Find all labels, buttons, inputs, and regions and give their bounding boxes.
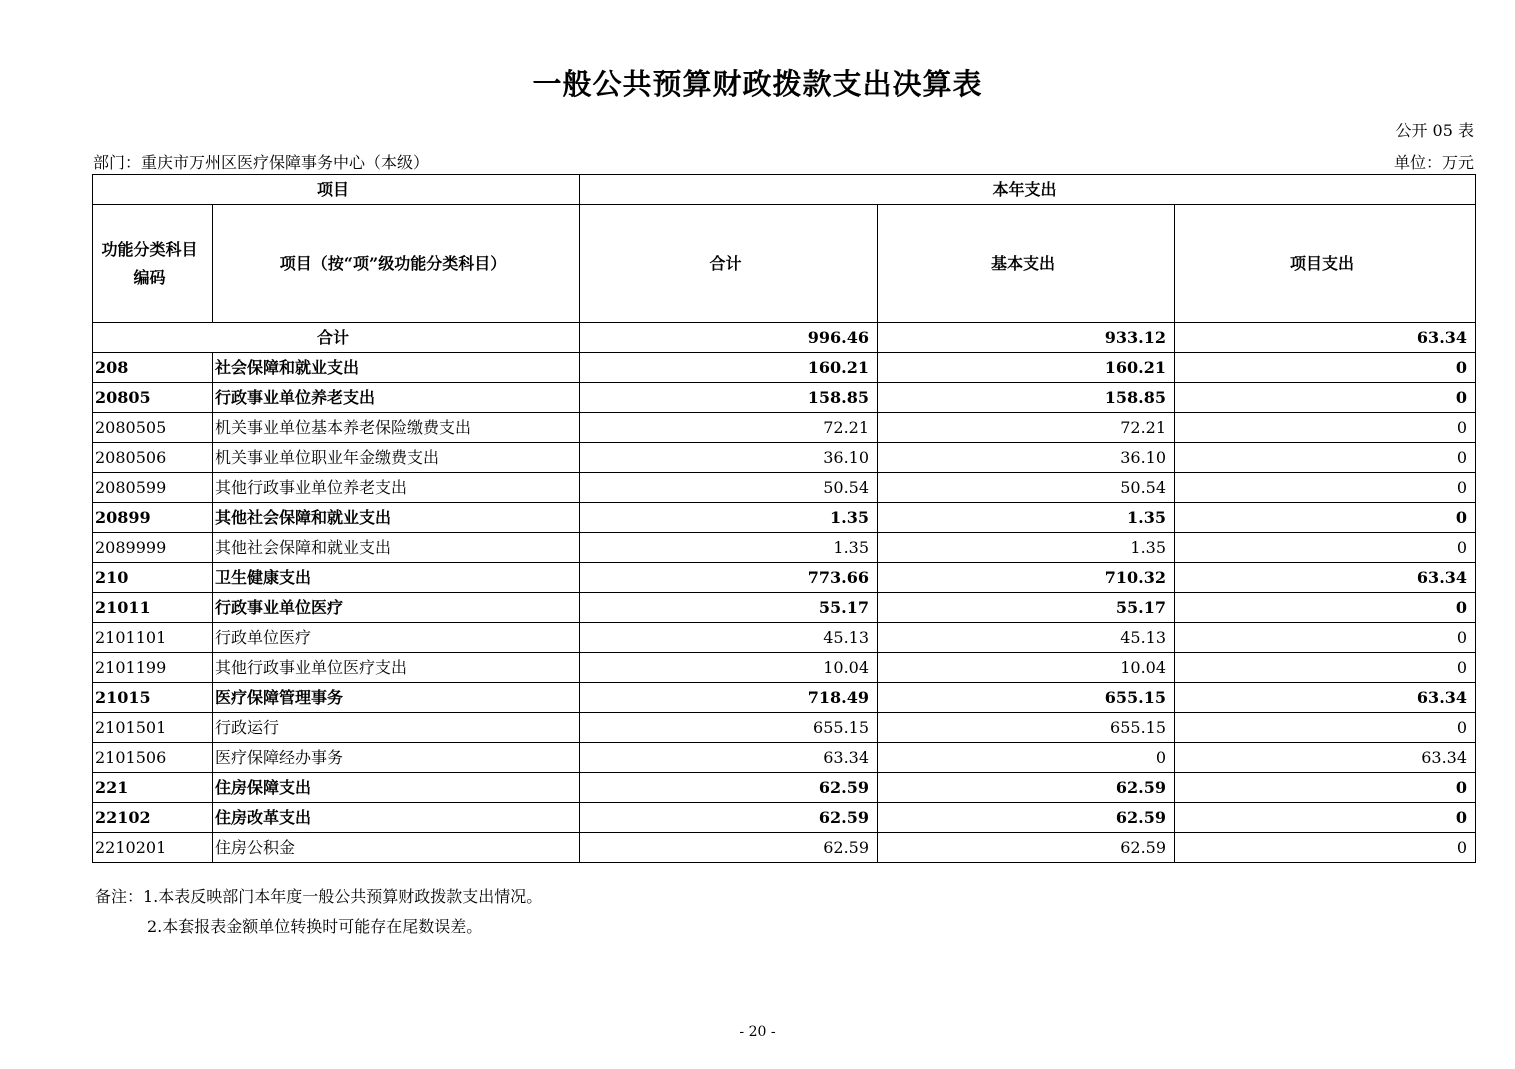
page-number: - 20 - <box>739 1024 776 1040</box>
row-code: 2080505 <box>93 413 213 443</box>
row-project: 0 <box>1175 713 1476 743</box>
row-name: 行政运行 <box>213 713 580 743</box>
table-row <box>93 623 1476 653</box>
row-project: 0 <box>1175 443 1476 473</box>
row-name: 社会保障和就业支出 <box>213 353 580 383</box>
row-basic: 710.32 <box>878 563 1175 593</box>
table-row <box>93 563 1476 593</box>
row-total: 773.66 <box>580 563 878 593</box>
header-item: 项目（按“项”级功能分类科目） <box>213 205 580 323</box>
row-total: 45.13 <box>580 623 878 653</box>
table-row <box>93 503 1476 533</box>
department-label: 部门：重庆市万州区医疗保障事务中心（本级） <box>93 153 430 172</box>
row-project: 0 <box>1175 653 1476 683</box>
table-row <box>93 353 1476 383</box>
row-basic: 0 <box>878 743 1175 773</box>
row-basic: 1.35 <box>878 533 1175 563</box>
row-project: 0 <box>1175 623 1476 653</box>
total-total: 996.46 <box>580 323 878 353</box>
row-code: 2101101 <box>93 623 213 653</box>
row-total: 1.35 <box>580 533 878 563</box>
row-total: 62.59 <box>580 773 878 803</box>
table-row <box>93 833 1476 863</box>
row-name: 行政事业单位养老支出 <box>213 383 580 413</box>
row-basic: 655.15 <box>878 713 1175 743</box>
header-current-year: 本年支出 <box>580 175 1476 205</box>
row-total: 655.15 <box>580 713 878 743</box>
row-total: 718.49 <box>580 683 878 713</box>
row-basic: 655.15 <box>878 683 1175 713</box>
row-name: 住房公积金 <box>213 833 580 863</box>
row-name: 机关事业单位基本养老保险缴费支出 <box>213 413 580 443</box>
table-row <box>93 773 1476 803</box>
row-code: 210 <box>93 563 213 593</box>
row-code: 2080599 <box>93 473 213 503</box>
row-code: 2210201 <box>93 833 213 863</box>
note-2: 2.本套报表金额单位转换时可能存在尾数误差。 <box>147 917 483 936</box>
row-code: 22102 <box>93 803 213 833</box>
total-project: 63.34 <box>1175 323 1476 353</box>
row-project: 0 <box>1175 503 1476 533</box>
row-project: 63.34 <box>1175 743 1476 773</box>
table-row <box>93 743 1476 773</box>
expenditure-table <box>92 174 1476 863</box>
page-title: 一般公共预算财政拨款支出决算表 <box>532 67 983 101</box>
table-row <box>93 533 1476 563</box>
row-name: 行政事业单位医疗 <box>213 593 580 623</box>
row-total: 36.10 <box>580 443 878 473</box>
row-project: 0 <box>1175 383 1476 413</box>
row-basic: 50.54 <box>878 473 1175 503</box>
row-code: 2101199 <box>93 653 213 683</box>
row-name: 其他社会保障和就业支出 <box>213 503 580 533</box>
row-code: 2101506 <box>93 743 213 773</box>
row-code: 20899 <box>93 503 213 533</box>
row-code: 21011 <box>93 593 213 623</box>
row-code: 2089999 <box>93 533 213 563</box>
table-row <box>93 443 1476 473</box>
row-basic: 62.59 <box>878 833 1175 863</box>
row-total: 160.21 <box>580 353 878 383</box>
row-name: 其他社会保障和就业支出 <box>213 533 580 563</box>
table-row <box>93 683 1476 713</box>
row-code: 208 <box>93 353 213 383</box>
unit-label: 单位：万元 <box>1393 153 1474 172</box>
row-name: 住房保障支出 <box>213 773 580 803</box>
header-total: 合计 <box>580 205 878 323</box>
table-row <box>93 653 1476 683</box>
row-project: 0 <box>1175 353 1476 383</box>
table-row <box>93 413 1476 443</box>
note-1: 备注：1.本表反映部门本年度一般公共预算财政拨款支出情况。 <box>95 887 543 906</box>
row-basic: 62.59 <box>878 773 1175 803</box>
header-basic: 基本支出 <box>878 205 1175 323</box>
row-basic: 45.13 <box>878 623 1175 653</box>
row-total: 10.04 <box>580 653 878 683</box>
row-total: 55.17 <box>580 593 878 623</box>
row-project: 0 <box>1175 473 1476 503</box>
row-name: 行政单位医疗 <box>213 623 580 653</box>
row-basic: 1.35 <box>878 503 1175 533</box>
row-project: 63.34 <box>1175 563 1476 593</box>
row-basic: 160.21 <box>878 353 1175 383</box>
notes <box>95 882 542 942</box>
row-name: 住房改革支出 <box>213 803 580 833</box>
row-code: 221 <box>93 773 213 803</box>
row-code: 21015 <box>93 683 213 713</box>
row-total: 1.35 <box>580 503 878 533</box>
row-basic: 62.59 <box>878 803 1175 833</box>
row-name: 医疗保障经办事务 <box>213 743 580 773</box>
row-code: 2080506 <box>93 443 213 473</box>
header-row-1 <box>93 175 1476 205</box>
row-project: 0 <box>1175 533 1476 563</box>
row-total: 72.21 <box>580 413 878 443</box>
row-basic: 36.10 <box>878 443 1175 473</box>
header-project-expenditure: 项目支出 <box>1175 205 1476 323</box>
table-row <box>93 383 1476 413</box>
row-name: 其他行政事业单位医疗支出 <box>213 653 580 683</box>
form-number: 公开 05 表 <box>1395 121 1474 140</box>
row-basic: 158.85 <box>878 383 1175 413</box>
row-project: 0 <box>1175 803 1476 833</box>
row-total: 50.54 <box>580 473 878 503</box>
row-project: 0 <box>1175 833 1476 863</box>
total-basic: 933.12 <box>878 323 1175 353</box>
total-label: 合计 <box>93 323 580 353</box>
header-project: 项目 <box>93 175 580 205</box>
table-row <box>93 473 1476 503</box>
row-code: 20805 <box>93 383 213 413</box>
row-basic: 72.21 <box>878 413 1175 443</box>
table-row <box>93 593 1476 623</box>
header-code: 功能分类科目编码 <box>93 205 213 323</box>
row-name: 卫生健康支出 <box>213 563 580 593</box>
row-basic: 55.17 <box>878 593 1175 623</box>
table-row <box>93 713 1476 743</box>
row-total: 62.59 <box>580 833 878 863</box>
row-name: 机关事业单位职业年金缴费支出 <box>213 443 580 473</box>
row-total: 62.59 <box>580 803 878 833</box>
header-row-2 <box>93 205 1476 323</box>
row-basic: 10.04 <box>878 653 1175 683</box>
row-name: 医疗保障管理事务 <box>213 683 580 713</box>
row-total: 158.85 <box>580 383 878 413</box>
row-project: 0 <box>1175 413 1476 443</box>
row-code: 2101501 <box>93 713 213 743</box>
total-row <box>93 323 1476 353</box>
row-total: 63.34 <box>580 743 878 773</box>
table-row <box>93 803 1476 833</box>
row-name: 其他行政事业单位养老支出 <box>213 473 580 503</box>
row-project: 0 <box>1175 593 1476 623</box>
row-project: 63.34 <box>1175 683 1476 713</box>
row-project: 0 <box>1175 773 1476 803</box>
